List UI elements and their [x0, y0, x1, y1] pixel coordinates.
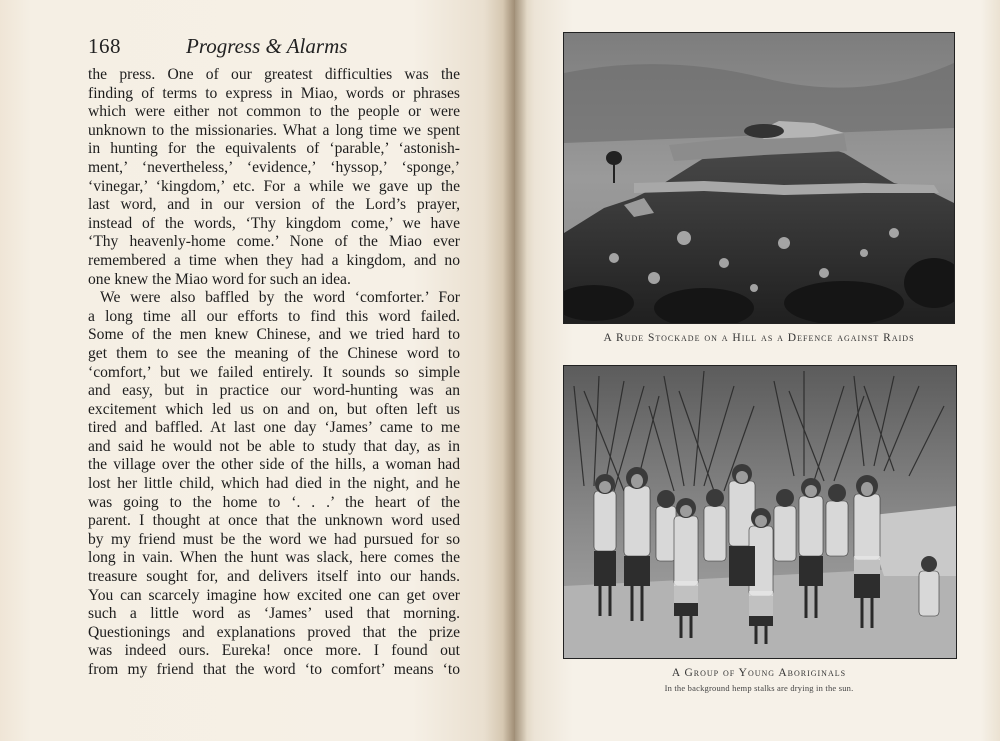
- text-line: Some of the men knew Chinese, and we tried hard to: [88, 326, 460, 344]
- text-line: in hunting for the equivalents of ‘parable,’ ‘astonish-: [88, 140, 460, 158]
- text-line: and said he would not be able to study that day, as in: [88, 437, 460, 455]
- text-line: get them to see the meaning of the Chinese word to: [88, 344, 460, 362]
- text-line: ‘Thy heavenly-home come.’ None of the Miao ever: [88, 233, 460, 251]
- children-photo-subcaption: In the background hemp stalks are drying in the sun.: [664, 683, 854, 693]
- text-line: remembered a time when they had a kingdom, and no: [88, 251, 460, 269]
- text-line: which were either not common to the people or were: [88, 103, 460, 121]
- text-line: the village over the other side of the hills, a woman had: [88, 456, 460, 474]
- book-gutter: [503, 0, 527, 741]
- text-line: last word, and in our version of the Lord’s prayer,: [88, 196, 460, 214]
- running-head: [88, 34, 468, 64]
- text-line: was indeed ours. Eureka! once more. I found out: [88, 642, 460, 660]
- text-line: We were also baffled by the word ‘comforter.’ For: [100, 289, 460, 307]
- text-line: finding of terms to express in Miao, words or phrases: [88, 84, 460, 102]
- text-line: treasure sought for, and delivers itself into our hands.: [88, 568, 460, 586]
- text-line: instead of the words, ‘Thy kingdom come,’ we have: [88, 214, 460, 232]
- page-number: 168: [88, 34, 121, 58]
- text-line: You can scarcely imagine how excited one can get over: [88, 586, 460, 604]
- text-line: Questionings and explanations proved that the prize: [88, 623, 460, 641]
- text-line: tired and baffled. At last one day ‘James’ came to me: [88, 419, 460, 437]
- text-line: the press. One of our greatest difficulties was the: [88, 66, 460, 83]
- text-line: ‘comfort,’ but we failed entirely. It sounds so simple: [88, 363, 460, 381]
- text-line: long in vain. When the hunt was slack, here comes the: [88, 549, 460, 567]
- running-title: Progress & Alarms: [186, 34, 348, 58]
- stockade-photo: [563, 32, 955, 324]
- children-photo: [563, 365, 957, 659]
- text-line: lost her little child, which had died in the night, and he: [88, 475, 460, 493]
- text-line: unknown to the missionaries. What a long time we spent: [88, 121, 460, 139]
- text-line: one knew the Miao word for such an idea.: [88, 270, 351, 288]
- text-line: a long time all our efforts to find this word failed.: [88, 307, 460, 325]
- text-line: such a little word as ‘James’ used that morning.: [88, 605, 460, 623]
- text-line: parent. I thought at once that the unknown word used: [88, 512, 460, 530]
- stockade-photo-caption: A Rude Stockade on a Hill as a Defence against Raids: [603, 332, 915, 344]
- text-line: from my friend that the word ‘to comfort’ means ‘to: [88, 661, 460, 678]
- text-line: was going to the home to ‘. . .’ the heart of the: [88, 493, 460, 511]
- text-line: and easy, but in practice our word-hunting was an: [88, 382, 460, 400]
- children-photo-caption: A Group of Young Aboriginals: [671, 667, 847, 679]
- text-line: by my friend must be the word we had pursued for so: [88, 530, 460, 548]
- body-text: [88, 66, 460, 680]
- text-line: ment,’ ‘nevertheless,’ ‘evidence,’ ‘hyssop,’ ‘sponge,’: [88, 158, 460, 176]
- text-line: excitement which led us on and on, but often left us: [88, 400, 460, 418]
- text-line: ‘vinegar,’ ‘kingdom,’ etc. For a while we gave up the: [88, 177, 460, 195]
